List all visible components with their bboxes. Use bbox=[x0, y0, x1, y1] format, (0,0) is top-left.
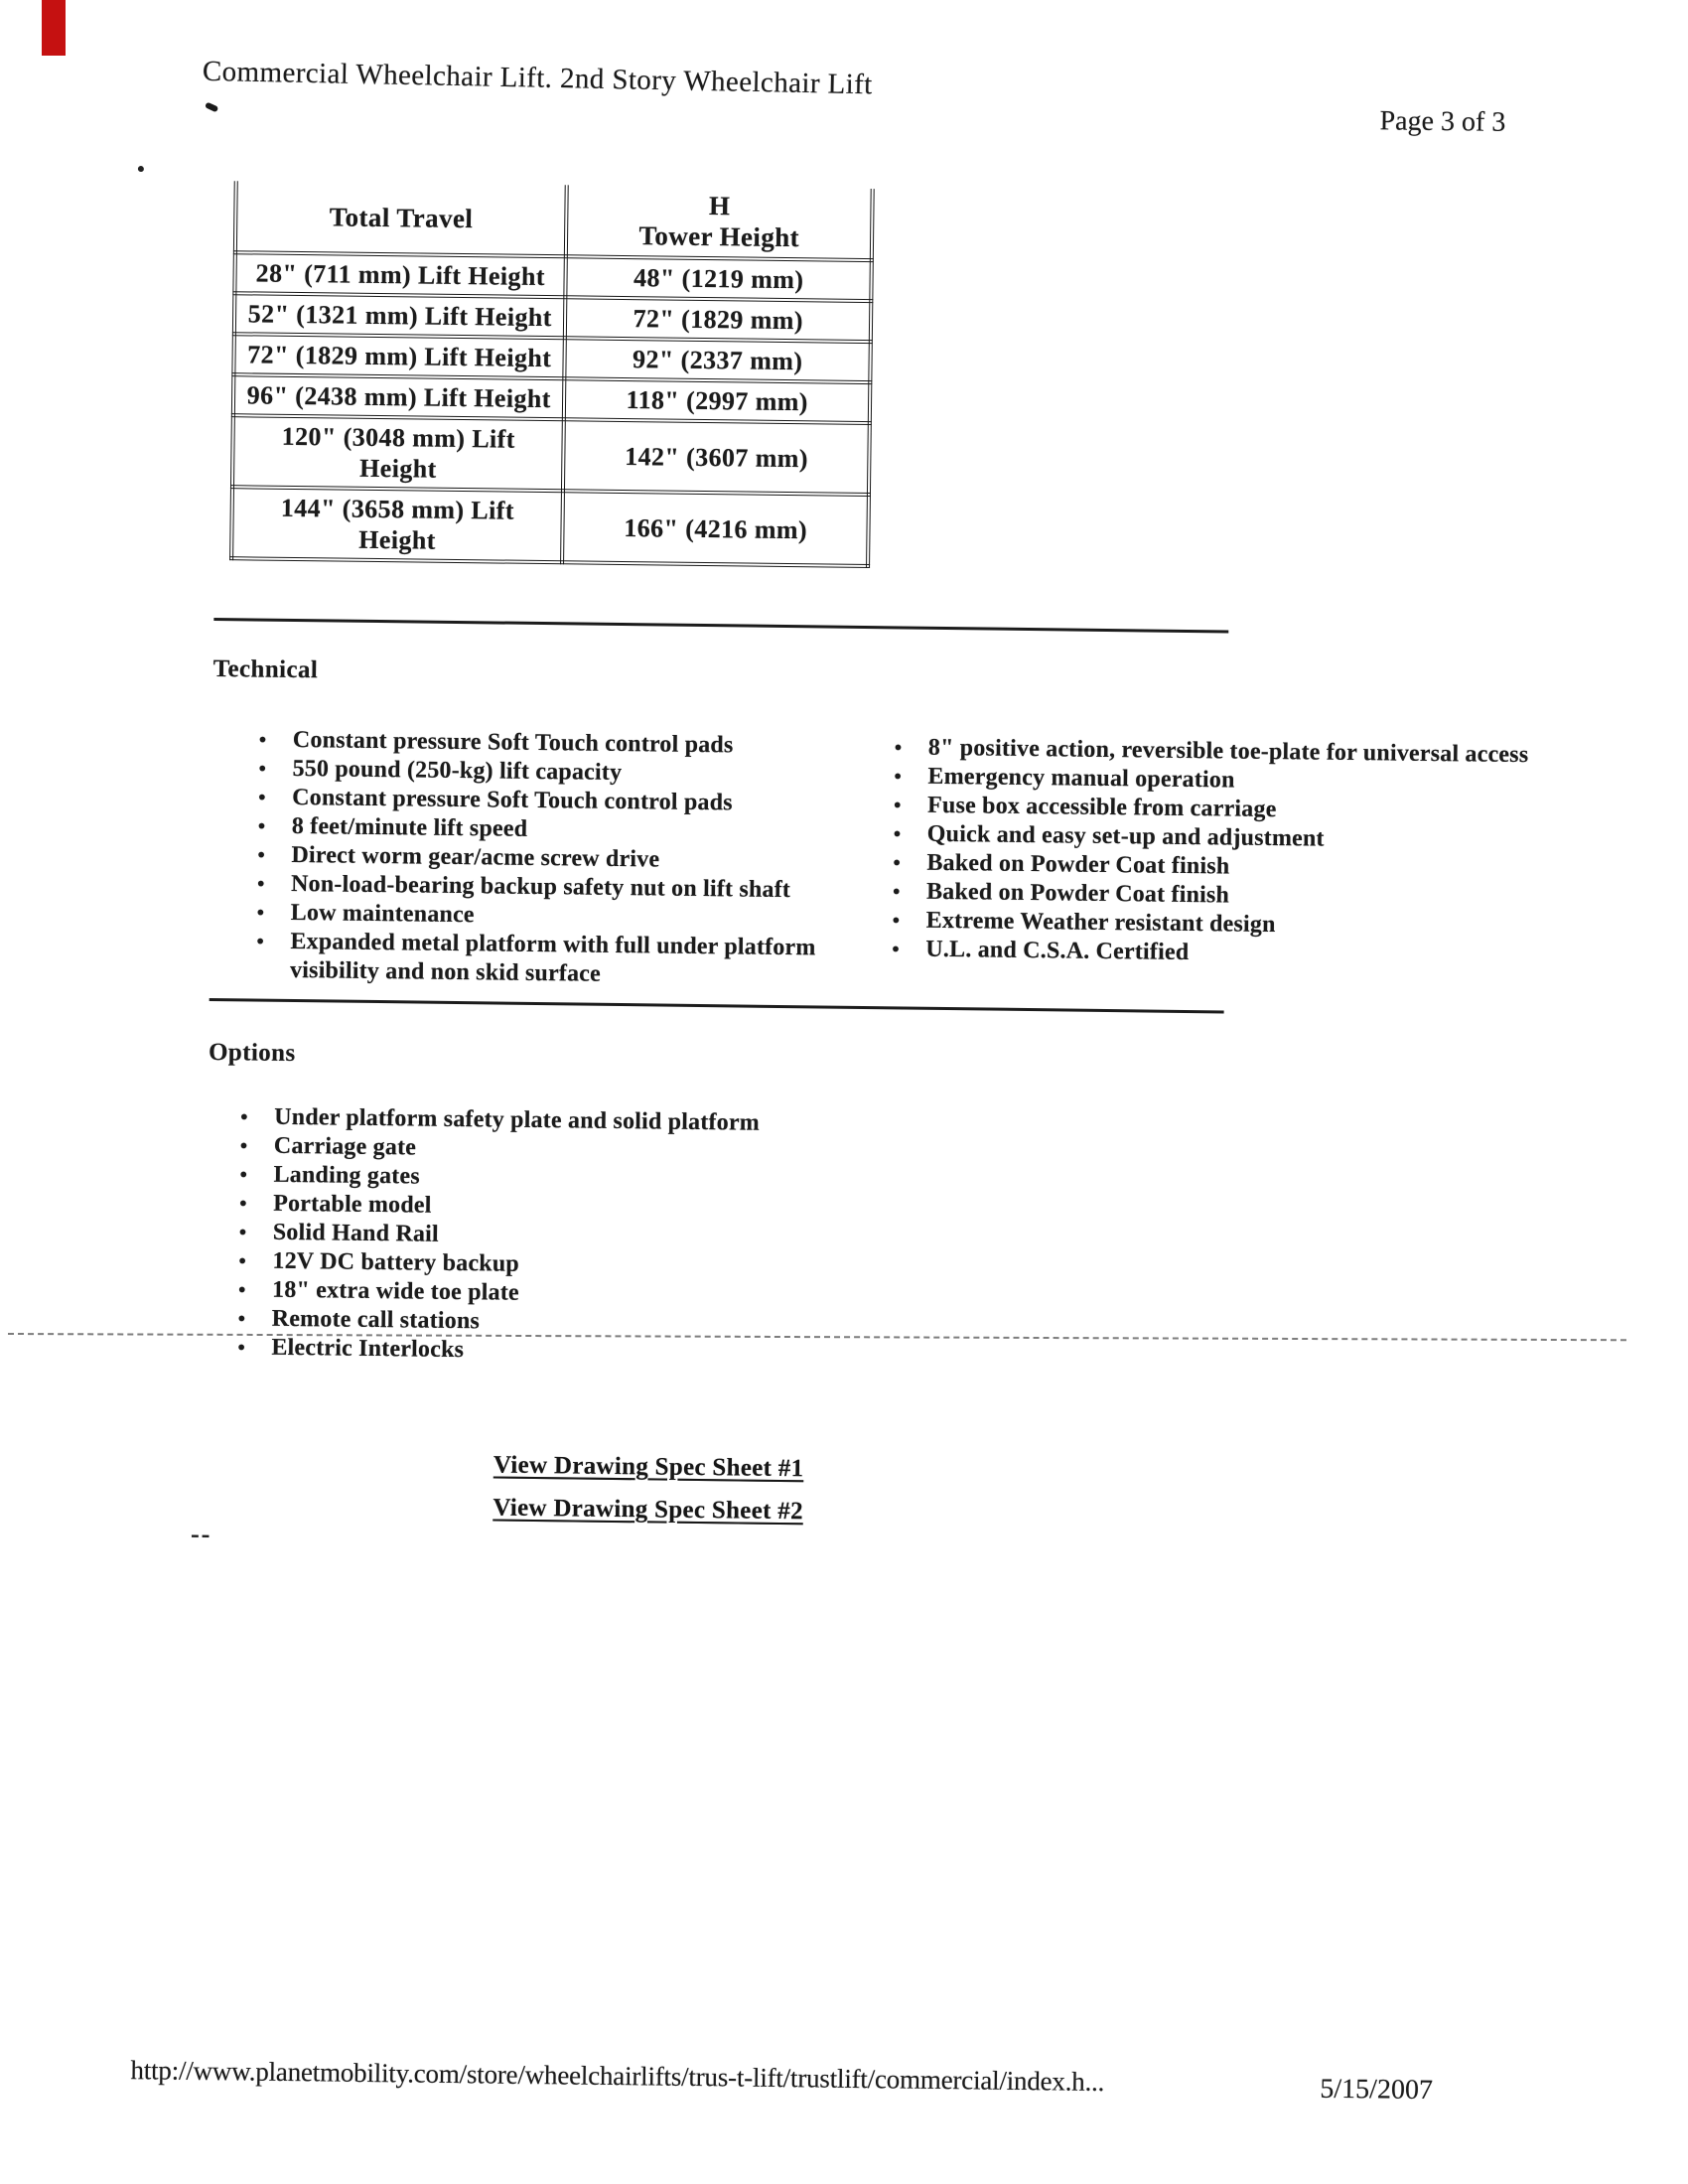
travel-cell: 120" (3048 mm) Lift Height bbox=[232, 415, 564, 491]
tower-height-cell: 72" (1829 mm) bbox=[565, 297, 871, 342]
technical-section bbox=[249, 725, 1555, 1000]
list-item-text: Under platform safety plate and solid platform bbox=[274, 1103, 761, 1136]
list-item-text: Quick and easy set-up and adjustment bbox=[926, 820, 1325, 852]
bullet-icon: • bbox=[239, 1191, 247, 1216]
technical-list-right bbox=[885, 733, 1555, 1000]
list-item-text: 8 feet/minute lift speed bbox=[291, 812, 528, 842]
bullet-icon: • bbox=[238, 1220, 247, 1244]
tower-height-cell: 166" (4216 mm) bbox=[562, 491, 869, 566]
tower-height-cell: 92" (2337 mm) bbox=[565, 338, 871, 382]
bullet-icon: • bbox=[893, 850, 902, 875]
bullet-icon: • bbox=[257, 813, 266, 838]
list-item-text: 12V DC battery backup bbox=[272, 1247, 520, 1277]
list-item-text: Emergency manual operation bbox=[927, 763, 1235, 794]
bullet-icon: • bbox=[894, 764, 903, 789]
list-item-text: Electric Interlocks bbox=[271, 1334, 465, 1364]
bullet-icon: • bbox=[237, 1277, 246, 1302]
travel-cell: 144" (3658 mm) Lift Height bbox=[231, 487, 563, 562]
travel-cell: 96" (2438 mm) Lift Height bbox=[233, 374, 565, 419]
bullet-icon: • bbox=[892, 879, 901, 904]
spec-sheet-links bbox=[492, 1451, 803, 1526]
bullet-icon: • bbox=[258, 785, 266, 809]
total-travel-header: Total Travel bbox=[235, 181, 567, 256]
tower-height-cell: 48" (1219 mm) bbox=[566, 256, 872, 301]
list-item-text: Low maintenance bbox=[290, 899, 475, 929]
bullet-icon: • bbox=[894, 735, 903, 760]
page-title: Commercial Wheelchair Lift. 2nd Story Wheelchair Lift bbox=[202, 55, 873, 101]
bullet-icon: • bbox=[256, 900, 265, 925]
list-item-text: Solid Hand Rail bbox=[272, 1219, 440, 1247]
list-item-text: Expanded metal platform with full under platform visibility and non skid surface bbox=[289, 928, 816, 987]
table-row bbox=[232, 415, 870, 495]
list-item-text: Fuse box accessible from carriage bbox=[926, 792, 1277, 823]
list-item bbox=[249, 927, 886, 992]
options-heading: Options bbox=[208, 1038, 296, 1068]
list-item-text: Carriage gate bbox=[273, 1132, 417, 1161]
bullet-icon: • bbox=[237, 1335, 246, 1360]
tower-height-header bbox=[566, 185, 873, 260]
scan-artifact-dashes: -- bbox=[190, 1519, 212, 1549]
bullet-icon: • bbox=[238, 1248, 247, 1273]
list-item-text: 18" extra wide toe plate bbox=[271, 1276, 519, 1306]
bullet-icon: • bbox=[257, 842, 266, 867]
list-item-text: Baked on Powder Coat finish bbox=[925, 878, 1230, 909]
section-divider bbox=[213, 618, 1228, 633]
bullet-icon: • bbox=[258, 756, 267, 781]
list-item-text: Direct worm gear/acme screw drive bbox=[291, 841, 660, 873]
footer-url: http://www.planetmobility.com/store/wheelchairlifts/trus-t-lift/trustlift/commercial/index.h... bbox=[130, 2055, 1105, 2098]
bullet-icon: • bbox=[892, 937, 901, 961]
bullet-icon: • bbox=[256, 929, 265, 953]
list-item-text: 550 pound (250-kg) lift capacity bbox=[292, 755, 623, 787]
tower-height-cell: 142" (3607 mm) bbox=[563, 419, 870, 495]
list-item-text: Non-load-bearing backup safety nut on lift shaft bbox=[290, 870, 791, 904]
bullet-icon: • bbox=[893, 793, 902, 817]
options-list bbox=[230, 1102, 1008, 1372]
bullet-icon: • bbox=[893, 821, 902, 846]
bullet-icon: • bbox=[258, 727, 267, 752]
technical-heading: Technical bbox=[212, 655, 319, 684]
list-item-text: Landing gates bbox=[273, 1161, 420, 1190]
scan-speck bbox=[138, 166, 144, 172]
bullet-icon: • bbox=[239, 1162, 248, 1187]
list-item-text: Baked on Powder Coat finish bbox=[926, 849, 1230, 880]
bullet-icon: • bbox=[892, 908, 901, 933]
list-item-text: Portable model bbox=[273, 1190, 432, 1219]
travel-cell: 28" (711 mm) Lift Height bbox=[234, 252, 566, 297]
travel-cell: 72" (1829 mm) Lift Height bbox=[233, 334, 565, 378]
tower-height-header-label: Tower Height bbox=[638, 220, 800, 253]
list-item-text: Remote call stations bbox=[271, 1305, 481, 1335]
lift-height-table bbox=[229, 181, 875, 568]
travel-cell: 52" (1321 mm) Lift Height bbox=[234, 293, 566, 338]
bullet-icon: • bbox=[237, 1306, 246, 1331]
bullet-icon: • bbox=[239, 1133, 248, 1158]
tower-height-header-symbol: H bbox=[708, 191, 731, 221]
view-drawing-spec-sheet-link[interactable]: View Drawing Spec Sheet #1 bbox=[492, 1451, 804, 1483]
list-item-text: Constant pressure Soft Touch control pads bbox=[292, 784, 733, 816]
section-divider bbox=[210, 998, 1224, 1013]
list-item-text: 8" positive action, reversible toe-plate for universal access bbox=[927, 734, 1529, 769]
bullet-icon: • bbox=[240, 1104, 248, 1129]
view-drawing-spec-sheet-link[interactable]: View Drawing Spec Sheet #2 bbox=[492, 1494, 804, 1526]
page-indicator: Page 3 of 3 bbox=[1379, 105, 1506, 138]
list-item-text: Extreme Weather resistant design bbox=[925, 907, 1276, 939]
table-row bbox=[231, 487, 869, 566]
list-item-text: U.L. and C.S.A. Certified bbox=[925, 936, 1190, 966]
bullet-icon: • bbox=[256, 871, 265, 896]
technical-list-left bbox=[249, 725, 888, 992]
table-header-row bbox=[235, 181, 873, 260]
scan-speck bbox=[205, 101, 218, 112]
list-item-text: Constant pressure Soft Touch control pads bbox=[292, 726, 734, 759]
tower-height-cell: 118" (2997 mm) bbox=[564, 378, 870, 423]
footer-date: 5/15/2007 bbox=[1320, 2073, 1434, 2107]
